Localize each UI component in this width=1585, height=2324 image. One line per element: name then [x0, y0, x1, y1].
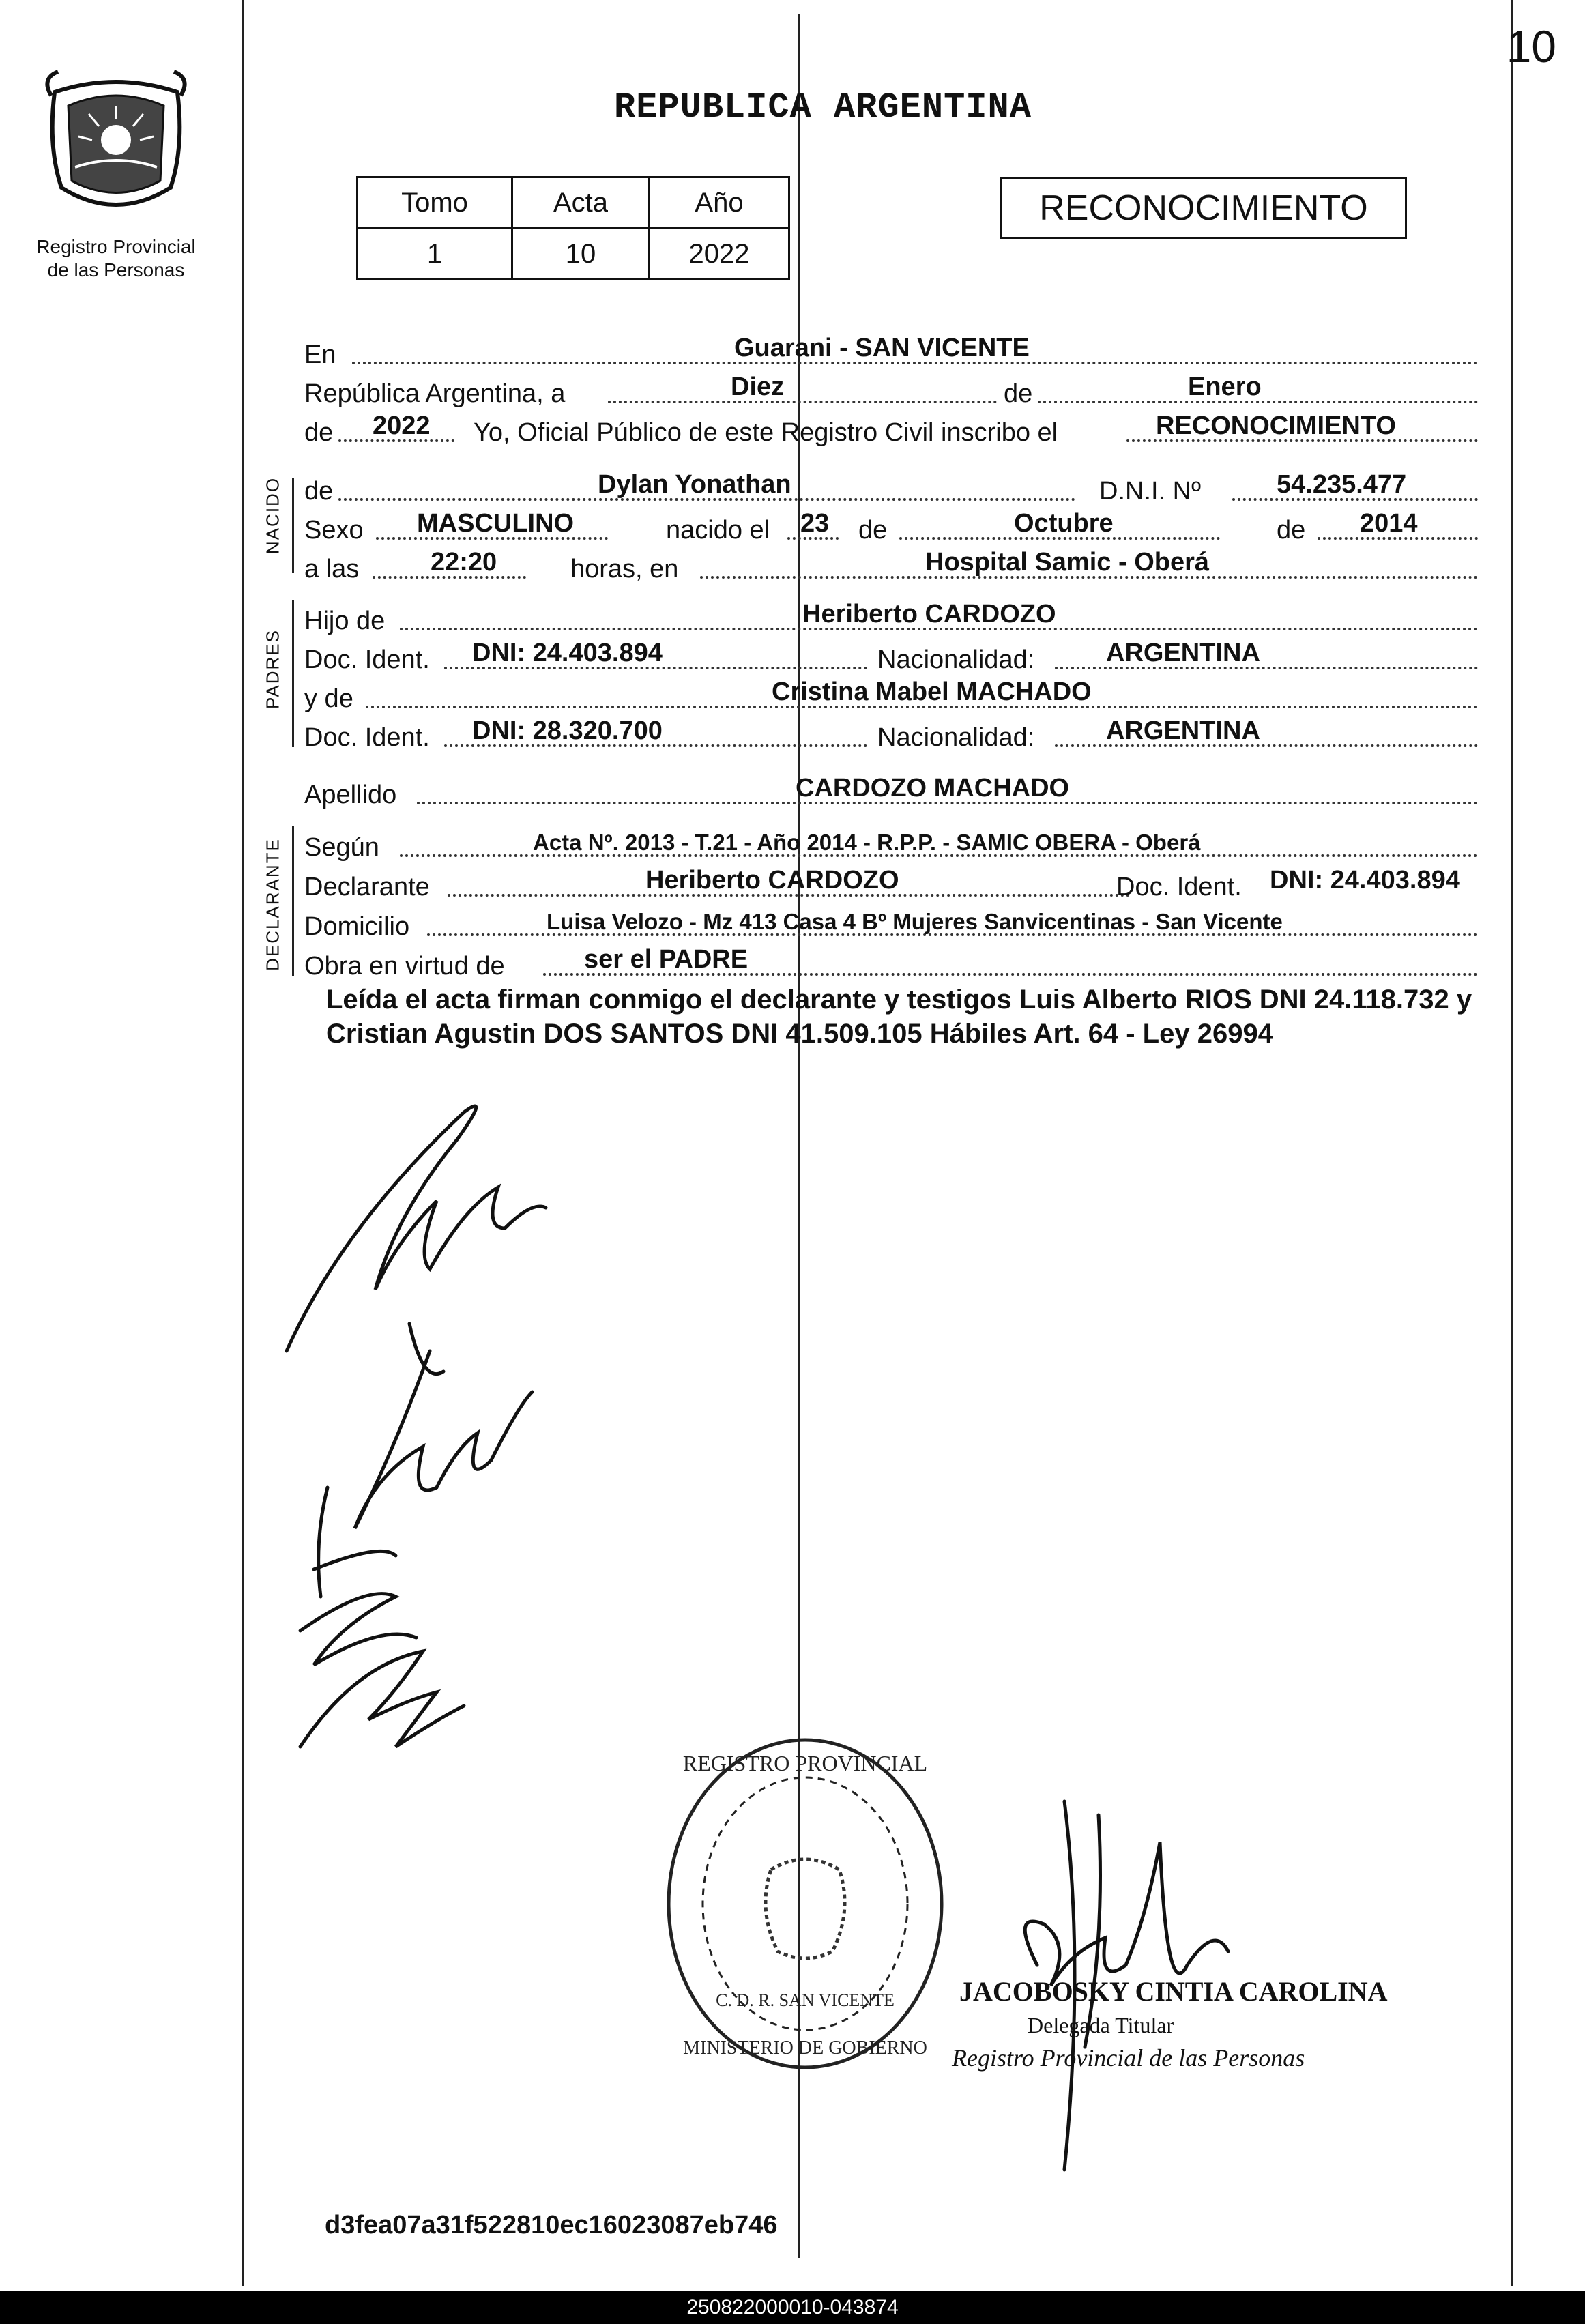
- birth-month: Octubre: [1014, 509, 1114, 538]
- father-nationality: ARGENTINA: [1106, 639, 1260, 667]
- row-en: [304, 334, 1478, 370]
- hijo-label: Hijo de: [304, 607, 386, 635]
- y-de-label: y de: [304, 684, 353, 713]
- row-mother-doc: [304, 717, 1478, 753]
- svg-text:C. D. R. SAN VICENTE: C. D. R. SAN VICENTE: [716, 1990, 895, 2010]
- svg-text:MINISTERIO DE GOBIERNO: MINISTERIO DE GOBIERNO: [683, 2037, 927, 2059]
- row-father-doc: [304, 639, 1478, 675]
- declarant-address: Luisa Velozo - Mz 413 Casa 4 Bº Mujeres Sanvicentinas - San Vicente: [547, 909, 1283, 934]
- official-stamp-icon: [655, 1726, 955, 2081]
- declarant-name: Heriberto CARDOZO: [645, 866, 899, 895]
- domicilio-label: Domicilio: [304, 912, 410, 941]
- reference-table: [356, 176, 790, 280]
- page-number: 10: [1506, 21, 1556, 72]
- row-segun: [304, 827, 1478, 862]
- row-date: [304, 373, 1478, 409]
- svg-text:REGISTRO PROVINCIAL: REGISTRO PROVINCIAL: [682, 1751, 928, 1775]
- birth-day: 23: [800, 509, 830, 538]
- place-of-registration: Guarani - SAN VICENTE: [734, 334, 1030, 362]
- apellido-label: Apellido: [304, 781, 397, 809]
- row-father: [304, 600, 1478, 636]
- birth-place: Hospital Samic - Oberá: [925, 548, 1210, 577]
- registration-month: Enero: [1188, 373, 1262, 401]
- row-address: [304, 906, 1478, 942]
- officer-name: JACOBOSKY CINTIA CAROLINA: [959, 1976, 1388, 2007]
- nacido-bracket: [292, 478, 294, 573]
- anio-value: 2022: [650, 229, 789, 280]
- row-sex-birth: [304, 510, 1478, 545]
- doc-ident-label: Doc. Ident.: [304, 645, 430, 674]
- row-capacity: [304, 946, 1478, 981]
- dotted-line: [608, 401, 997, 403]
- row-inscription: [304, 412, 1478, 448]
- de-label: de: [304, 477, 334, 506]
- horas-label: horas, en: [570, 555, 679, 583]
- nacido-label: nacido el: [666, 516, 770, 544]
- registry-caption: Registro Provincial de las Personas: [36, 236, 196, 280]
- segun-reference: Acta Nº. 2013 - T.21 - Año 2014 - R.P.P. - SAMIC OBERA - Oberá: [533, 830, 1201, 855]
- mother-name: Cristina Mabel MACHADO: [772, 678, 1092, 706]
- de-label: de: [858, 516, 888, 544]
- document-hash: d3fea07a31f522810ec16023087eb746: [325, 2211, 778, 2239]
- doc-ident-label: Doc. Ident.: [304, 723, 430, 752]
- de-label: de: [1004, 379, 1033, 408]
- anio-header: Año: [650, 177, 789, 229]
- oficial-text: Yo, Oficial Público de este Registro Civil inscribo el: [474, 418, 1058, 447]
- officer-office: Registro Provincial de las Personas: [952, 2044, 1305, 2072]
- side-label-nacido: NACIDO: [262, 476, 283, 555]
- row-time-place: [304, 549, 1478, 584]
- registration-year: 2022: [373, 411, 431, 440]
- declarante-label: Declarante: [304, 873, 430, 901]
- en-label: En: [304, 340, 336, 369]
- sexo-label: Sexo: [304, 516, 364, 544]
- declarant-dni: DNI: 24.403.894: [1270, 866, 1460, 895]
- tomo-header: Tomo: [358, 177, 512, 229]
- misiones-emblem-icon: [34, 65, 198, 222]
- child-dni: 54.235.477: [1277, 470, 1407, 499]
- witness-signatures: [259, 1064, 669, 1801]
- de-label: de: [1277, 516, 1306, 544]
- footer-id-bar: 250822000010-043874: [0, 2291, 1585, 2324]
- inscription-type: RECONOCIMIENTO: [1156, 411, 1396, 440]
- acta-header: Acta: [512, 177, 650, 229]
- alas-label: a las: [304, 555, 360, 583]
- row-declarant: [304, 867, 1478, 902]
- closing-paragraph: Leída el acta firman conmigo el declarante y testigos Luis Alberto RIOS DNI 24.118.732 y Cristian Agustin DOS SANTOS DNI 41.509.105 Hábiles Art. 64 - Ley 26994: [326, 985, 1472, 1049]
- tomo-value: 1: [358, 229, 512, 280]
- dni-label: D.N.I. Nº: [1099, 477, 1201, 506]
- child-surname: CARDOZO MACHADO: [796, 774, 1070, 802]
- row-mother: [304, 678, 1478, 714]
- document-title: REPUBLICA ARGENTINA: [614, 87, 1032, 128]
- declarante-bracket: [292, 826, 294, 976]
- republica-label: República Argentina, a: [304, 379, 566, 408]
- side-label-padres: PADRES: [262, 629, 283, 709]
- doc-ident-label: Doc. Ident.: [1116, 873, 1242, 901]
- child-name: Dylan Yonathan: [598, 470, 791, 499]
- acta-value: 10: [512, 229, 650, 280]
- row-surname: [304, 774, 1478, 810]
- father-name: Heriberto CARDOZO: [802, 600, 1056, 628]
- father-dni: DNI: 24.403.894: [472, 639, 663, 667]
- child-sex: MASCULINO: [417, 509, 575, 538]
- row-child-name: [304, 471, 1478, 506]
- de-label: de: [304, 418, 334, 447]
- officer-role: Delegada Titular: [1028, 2013, 1174, 2037]
- declarant-capacity: ser el PADRE: [584, 945, 748, 974]
- mother-nationality: ARGENTINA: [1106, 716, 1260, 745]
- right-margin-line: [1511, 0, 1513, 2286]
- mother-dni: DNI: 28.320.700: [472, 716, 663, 745]
- side-label-declarante: DECLARANTE: [262, 838, 283, 971]
- birth-year: 2014: [1360, 509, 1418, 538]
- officer-signature: [983, 1760, 1269, 2183]
- record-type-box: RECONOCIMIENTO: [1000, 177, 1407, 239]
- nacionalidad-label: Nacionalidad:: [877, 723, 1035, 752]
- left-margin-line: [242, 0, 244, 2286]
- segun-label: Según: [304, 833, 379, 862]
- obra-label: Obra en virtud de: [304, 952, 505, 981]
- nacionalidad-label: Nacionalidad:: [877, 645, 1035, 674]
- registration-day: Diez: [731, 373, 785, 401]
- birth-time: 22:20: [431, 548, 497, 577]
- padres-bracket: [292, 600, 294, 747]
